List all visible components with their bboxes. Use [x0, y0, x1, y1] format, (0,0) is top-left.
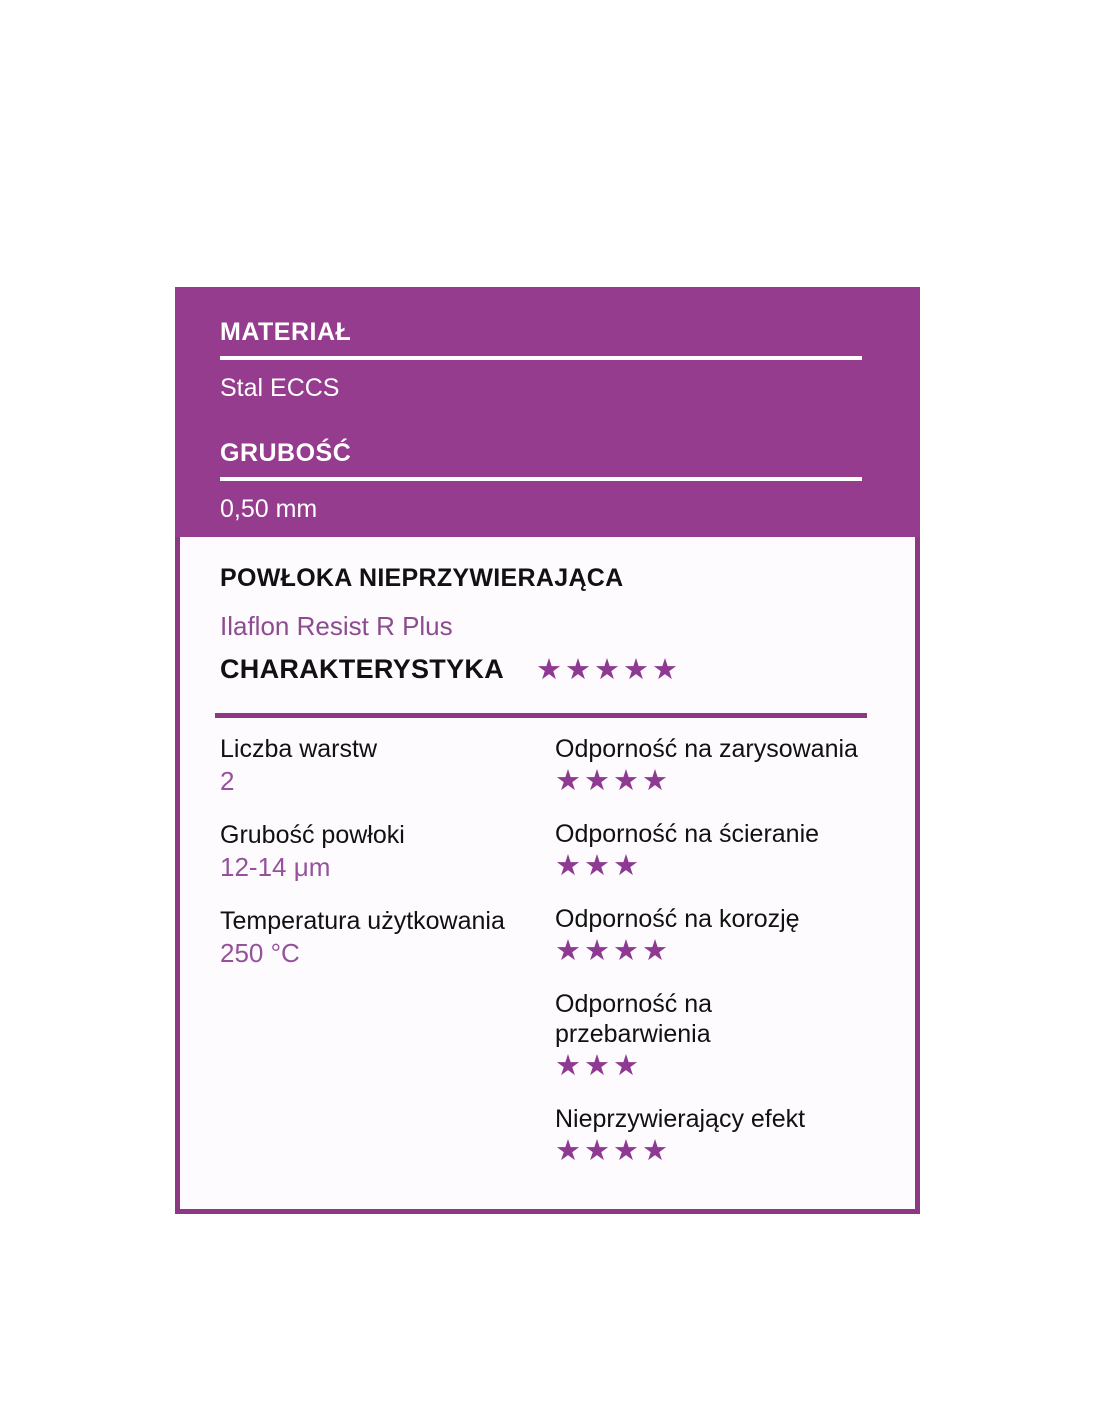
characteristics-star-rating: ★★★★★: [536, 654, 682, 686]
property-item-przebarwienia: [555, 989, 867, 1081]
property-item-zarysowania: [555, 734, 867, 796]
star-rating: ★★★★: [555, 935, 671, 967]
characteristics-row: [220, 653, 867, 685]
material-underline: [220, 356, 862, 360]
material-value: Stal ECCS: [220, 374, 340, 402]
property-item-liczba-warstw: [220, 734, 555, 797]
material-heading: MATERIAŁ: [220, 318, 352, 346]
property-item-nieprzywierajacy-efekt: [555, 1104, 867, 1166]
property-value: 12-14 μm: [220, 852, 331, 882]
properties-right-column: [555, 734, 867, 1189]
property-item-scieranie: [555, 819, 867, 881]
star-rating: ★★★: [555, 850, 642, 882]
property-value: 250 °C: [220, 938, 300, 968]
property-label: Odporność na korozję: [555, 905, 800, 933]
property-label: Nieprzywierający efekt: [555, 1105, 806, 1133]
properties-grid: [220, 734, 867, 1189]
characteristics-heading: CHARAKTERYSTYKA: [220, 654, 505, 684]
thickness-heading: GRUBOŚĆ: [220, 439, 352, 467]
coating-section-title: POWŁOKA NIEPRZYWIERAJĄCA: [220, 564, 624, 592]
property-value: 2: [220, 766, 235, 796]
property-label: Temperatura użytkowania: [220, 907, 505, 935]
card-body: [175, 537, 920, 1214]
property-label: Liczba warstw: [220, 735, 377, 763]
star-rating: ★★★: [555, 1050, 642, 1082]
thickness-underline: [220, 477, 862, 481]
property-item-korozja: [555, 904, 867, 966]
thickness-value: 0,50 mm: [220, 495, 318, 523]
property-label: Odporność na przebarwienia: [555, 990, 713, 1048]
property-label: Odporność na zarysowania: [555, 735, 858, 763]
property-label: Grubość powłoki: [220, 821, 405, 849]
properties-left-column: [220, 734, 555, 1189]
card-header: [175, 287, 920, 537]
star-rating: ★★★★: [555, 1135, 671, 1167]
property-item-temperatura: [220, 906, 555, 969]
coating-name: Ilaflon Resist R Plus: [220, 611, 453, 641]
star-rating: ★★★★: [555, 765, 671, 797]
property-item-grubosc-powloki: [220, 820, 555, 883]
section-divider: [215, 713, 867, 718]
product-spec-card: [175, 287, 920, 1214]
property-label: Odporność na ścieranie: [555, 820, 820, 848]
